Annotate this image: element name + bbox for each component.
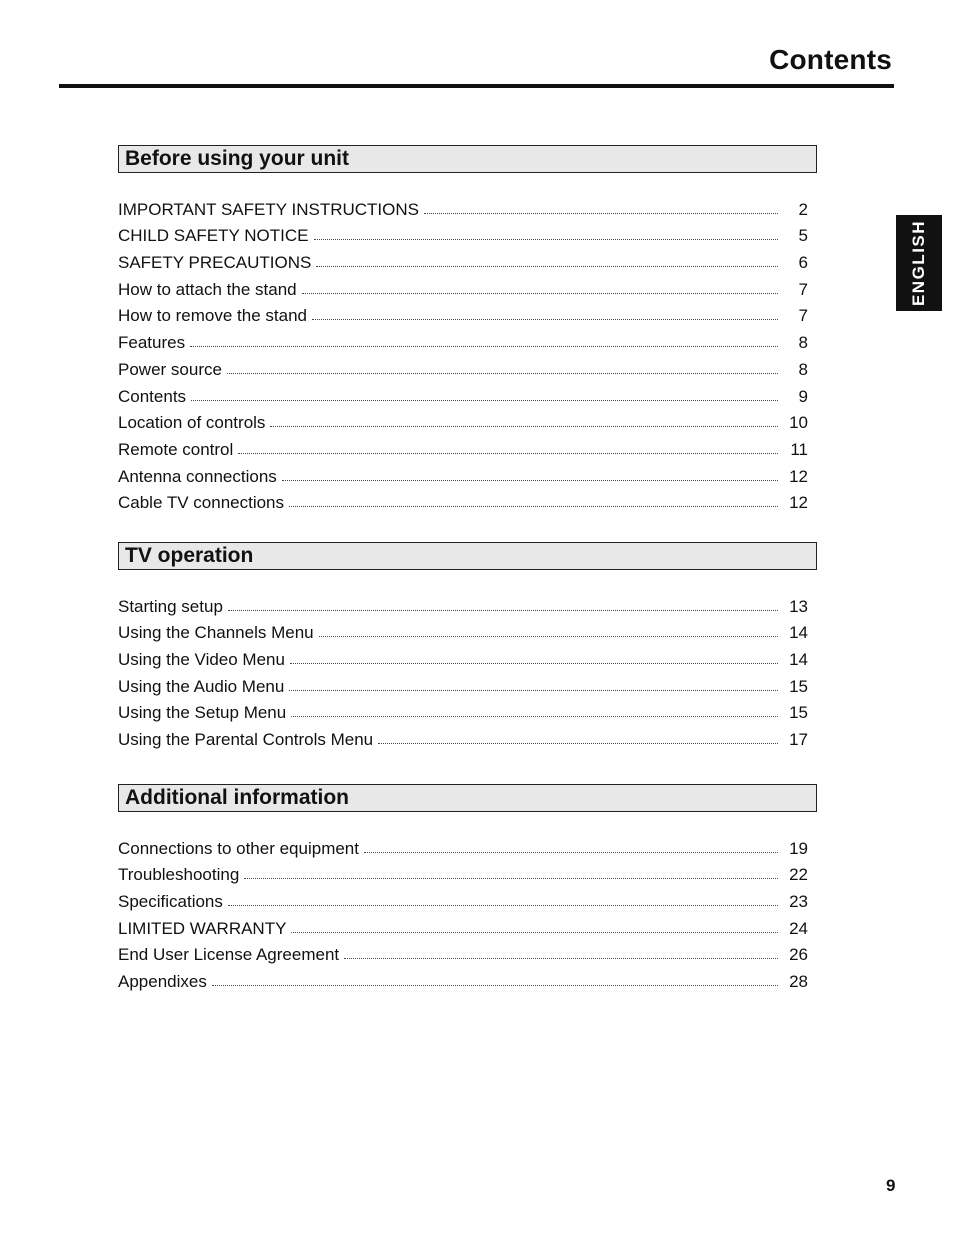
- dot-leader: [228, 905, 778, 906]
- toc-entry-page: 7: [798, 306, 808, 326]
- toc-entry-page: 26: [789, 945, 808, 965]
- toc-entry-label: Starting setup: [118, 596, 223, 616]
- toc-entry[interactable]: [118, 433, 808, 460]
- toc-entry-label: Troubleshooting: [118, 865, 240, 885]
- toc-entry[interactable]: [118, 697, 808, 724]
- toc-entry-page: 24: [789, 918, 808, 938]
- toc-entry-label: CHILD SAFETY NOTICE: [118, 226, 309, 246]
- toc-entry-label: Specifications: [118, 892, 223, 912]
- dot-leader: [289, 690, 778, 691]
- section-before-using: [118, 145, 817, 513]
- toc-entry[interactable]: [118, 380, 808, 407]
- toc-entry-label: Appendixes: [118, 972, 207, 992]
- toc-entry-label: LIMITED WARRANTY: [118, 918, 287, 938]
- toc-entry-page: 5: [798, 226, 808, 246]
- page-number: 9: [886, 1176, 896, 1195]
- toc-entry-page: 12: [789, 466, 808, 486]
- toc-entry-label: IMPORTANT SAFETY INSTRUCTIONS: [118, 199, 419, 219]
- dot-leader: [344, 958, 778, 959]
- dot-leader: [312, 319, 778, 320]
- dot-leader: [291, 716, 778, 717]
- toc-entry-label: Antenna connections: [118, 466, 277, 486]
- toc-entry-page: 6: [798, 253, 808, 273]
- toc-entry-page: 11: [790, 439, 808, 459]
- dot-leader: [364, 852, 778, 853]
- toc-entry[interactable]: [118, 487, 808, 514]
- toc-entry-label: Power source: [118, 359, 222, 379]
- toc-entry-page: 14: [789, 650, 808, 670]
- dot-leader: [314, 239, 779, 240]
- dot-leader: [378, 743, 778, 744]
- toc-entry-page: 9: [798, 386, 808, 406]
- dot-leader: [291, 932, 778, 933]
- toc-entry-page: 10: [789, 413, 808, 433]
- toc-entry[interactable]: [118, 832, 808, 859]
- toc-entry-label: Using the Audio Menu: [118, 676, 285, 696]
- toc-entry-label: Contents: [118, 386, 187, 406]
- dot-leader: [228, 610, 778, 611]
- dot-leader: [270, 426, 778, 427]
- dot-leader: [191, 400, 778, 401]
- toc-list: [118, 590, 817, 750]
- toc-entry[interactable]: [118, 300, 808, 327]
- toc-entry[interactable]: [118, 407, 808, 434]
- page-title: Contents: [769, 44, 892, 75]
- language-tab-label-wrap: [896, 215, 942, 311]
- dot-leader: [282, 480, 778, 481]
- toc-entry-page: 8: [798, 359, 808, 379]
- toc-entry[interactable]: [118, 326, 808, 353]
- dot-leader: [316, 266, 778, 267]
- toc-entry-page: 14: [789, 623, 808, 643]
- toc-entry-label: How to attach the stand: [118, 279, 297, 299]
- toc-entry[interactable]: [118, 885, 808, 912]
- toc-entry[interactable]: [118, 193, 808, 220]
- toc-entry[interactable]: [118, 220, 808, 247]
- section-tv-operation: [118, 542, 817, 750]
- dot-leader: [227, 373, 778, 374]
- toc-entry-label: SAFETY PRECAUTIONS: [118, 253, 312, 273]
- dot-leader: [424, 213, 778, 214]
- language-tab-label: ENGLISH: [909, 219, 928, 307]
- toc-entry-page: 19: [789, 838, 808, 858]
- toc-entry-label: Using the Channels Menu: [118, 623, 314, 643]
- dot-leader: [190, 346, 778, 347]
- toc-entry-label: Location of controls: [118, 413, 266, 433]
- dot-leader: [289, 506, 778, 507]
- toc-entry-label: How to remove the stand: [118, 306, 307, 326]
- toc-entry-page: 13: [789, 596, 808, 616]
- section-header: TV operation: [118, 542, 817, 570]
- dot-leader: [212, 985, 778, 986]
- dot-leader: [319, 636, 778, 637]
- toc-entry[interactable]: [118, 353, 808, 380]
- toc-entry-label: Features: [118, 333, 186, 353]
- dot-leader: [238, 453, 778, 454]
- toc-entry[interactable]: [118, 643, 808, 670]
- toc-entry[interactable]: [118, 670, 808, 697]
- toc-entry[interactable]: [118, 965, 808, 992]
- section-header: Before using your unit: [118, 145, 817, 173]
- toc-entry[interactable]: [118, 723, 808, 750]
- toc-entry-page: 7: [798, 279, 808, 299]
- toc-entry-page: 22: [789, 865, 808, 885]
- toc-entry-label: Using the Video Menu: [118, 650, 285, 670]
- toc-entry[interactable]: [118, 590, 808, 617]
- toc-entry-label: Remote control: [118, 439, 234, 459]
- toc-entry-page: 15: [789, 703, 808, 723]
- toc-entry-label: Cable TV connections: [118, 493, 285, 513]
- toc-list: [118, 193, 817, 513]
- dot-leader: [290, 663, 778, 664]
- dot-leader: [302, 293, 778, 294]
- title-rule: [59, 84, 894, 88]
- toc-entry-label: End User License Agreement: [118, 945, 340, 965]
- toc-entry[interactable]: [118, 273, 808, 300]
- toc-entry-page: 15: [789, 676, 808, 696]
- toc-entry-label: Using the Setup Menu: [118, 703, 287, 723]
- toc-entry[interactable]: [118, 939, 808, 966]
- toc-entry-label: Using the Parental Controls Menu: [118, 730, 374, 750]
- toc-entry-page: 8: [798, 333, 808, 353]
- toc-entry-page: 12: [789, 493, 808, 513]
- toc-entry[interactable]: [118, 859, 808, 886]
- section-additional-information: [118, 784, 817, 992]
- toc-entry-page: 23: [789, 892, 808, 912]
- toc-entry-page: 2: [798, 199, 808, 219]
- toc-entry[interactable]: [118, 460, 808, 487]
- toc-entry[interactable]: [118, 246, 808, 273]
- toc-entry[interactable]: [118, 617, 808, 644]
- section-header: Additional information: [118, 784, 817, 812]
- toc-list: [118, 832, 817, 992]
- toc-entry-label: Connections to other equipment: [118, 838, 359, 858]
- toc-entry[interactable]: [118, 912, 808, 939]
- toc-entry-page: 17: [789, 730, 808, 750]
- toc-entry-page: 28: [789, 972, 808, 992]
- dot-leader: [244, 878, 778, 879]
